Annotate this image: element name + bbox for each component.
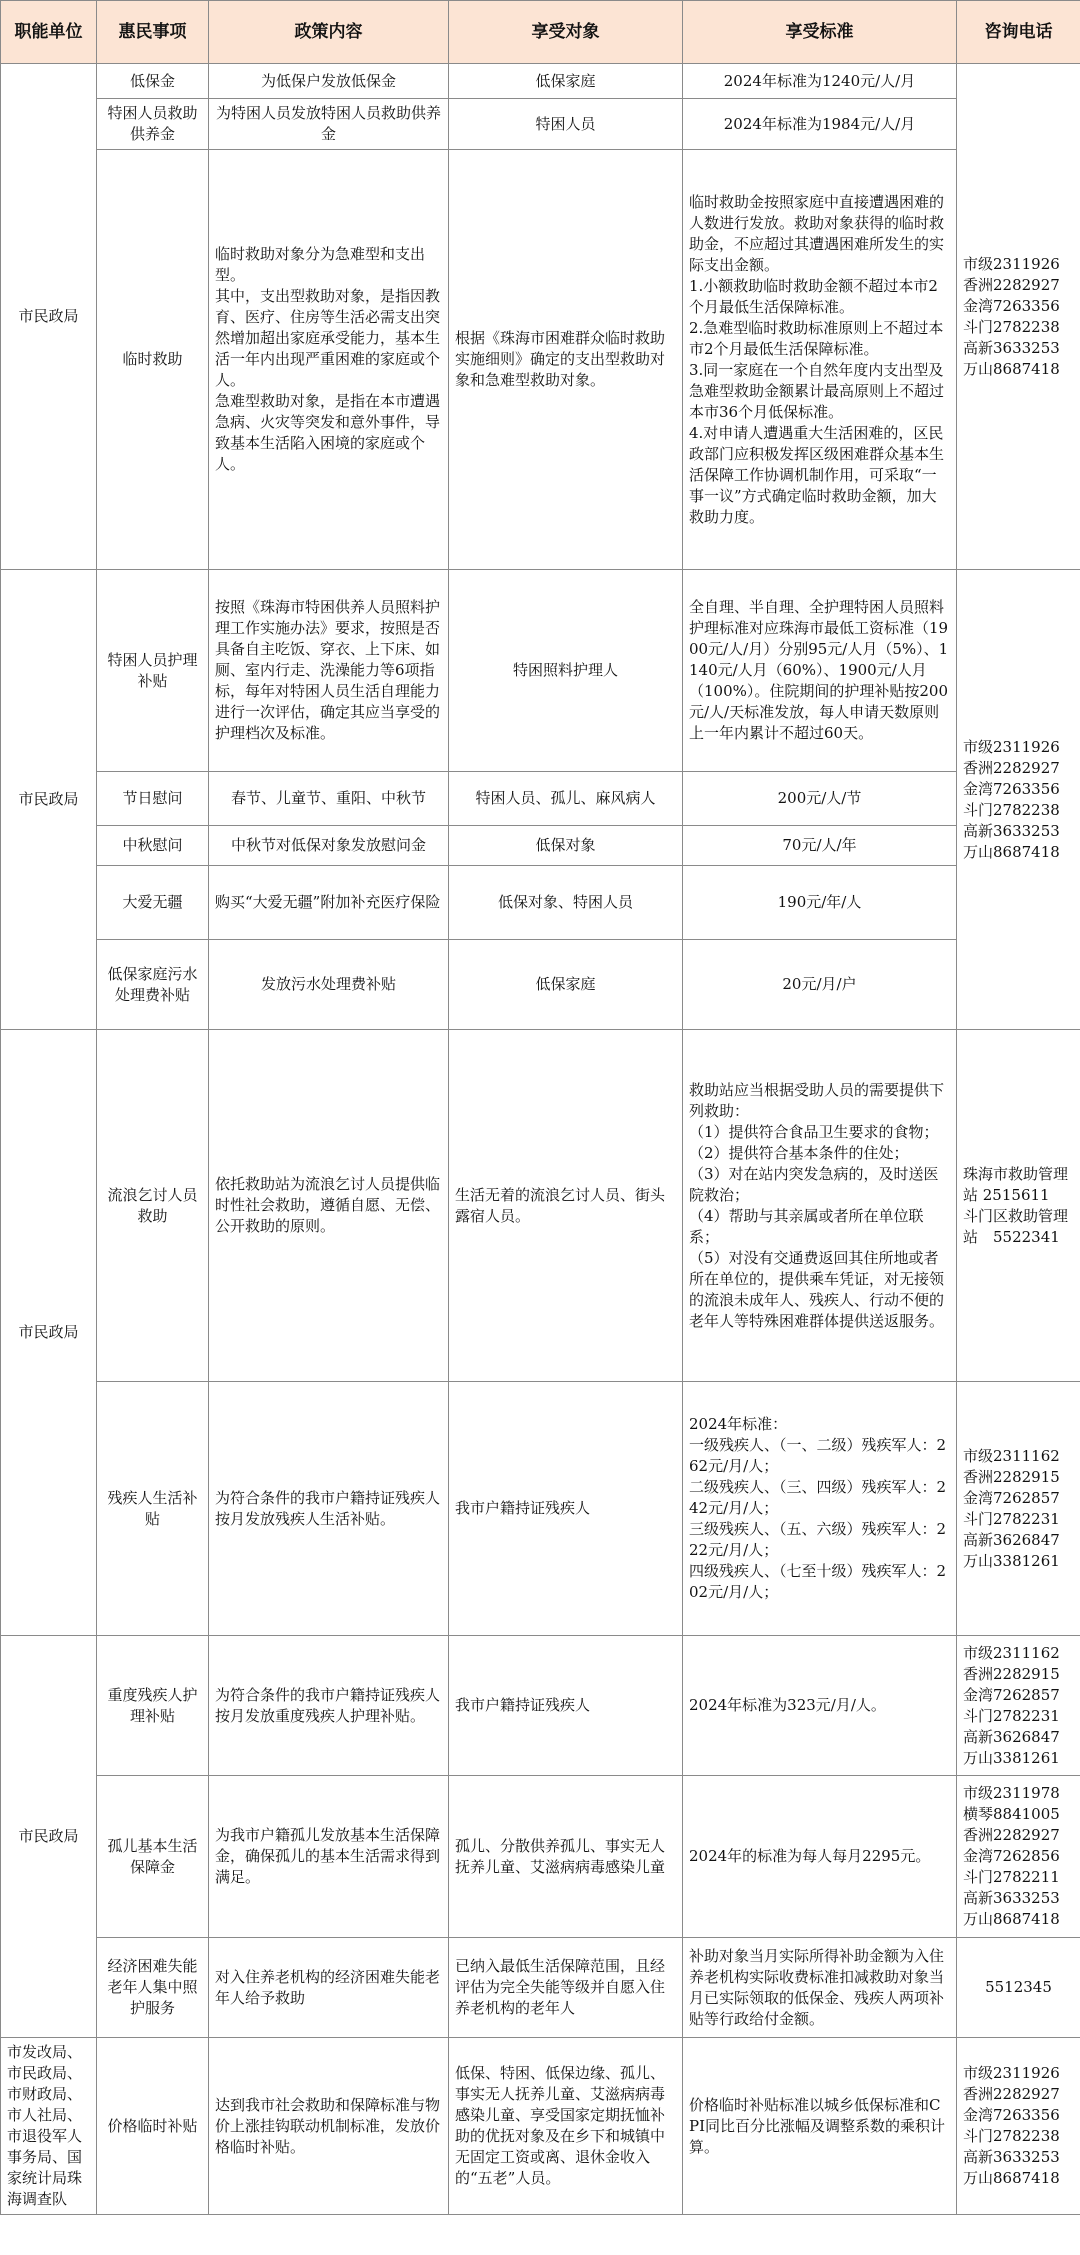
target-cell: 孤儿、分散供养孤儿、事实无人抚养儿童、艾滋病病毒感染儿童: [449, 1776, 683, 1938]
header-item: 惠民事项: [97, 1, 209, 64]
target-cell: 低保对象、特困人员: [449, 866, 683, 940]
header-standard: 享受标准: [683, 1, 957, 64]
target-cell: 特困照料护理人: [449, 570, 683, 772]
target-cell: 我市户籍持证残疾人: [449, 1382, 683, 1636]
header-unit: 职能单位: [1, 1, 97, 64]
item-cell: 低保金: [97, 64, 209, 99]
standard-cell: 200元/人/节: [683, 772, 957, 826]
content-cell: 为特困人员发放特困人员救助供养金: [209, 99, 449, 150]
item-cell: 节日慰问: [97, 772, 209, 826]
table-row: [1, 570, 1080, 772]
unit-cell: 市民政局: [1, 1636, 97, 2038]
target-cell: 已纳入最低生活保障范围，且经评估为完全失能等级并自愿入住养老机构的老年人: [449, 1938, 683, 2038]
target-cell: 我市户籍持证残疾人: [449, 1636, 683, 1776]
phone-cell: 珠海市救助管理站 2515611 斗门区救助管理站 5522341: [957, 1030, 1080, 1382]
content-cell: 为低保户发放低保金: [209, 64, 449, 99]
standard-cell: 救助站应当根据受助人员的需要提供下列救助： （1）提供符合食品卫生要求的食物； （2）提供符合基本条件的住处； （3）对在站内突发急病的，及时送医院救治； （4）帮助与其亲属或者所在单位联系； （5）对没有交通费返回其住所地或者所在单位的，提供乘车凭证，对无接领的流浪未成年人、残疾人、行动不便的老年人等特殊困难群体提供送返服务。: [683, 1030, 957, 1382]
table-row: [1, 866, 1080, 940]
phone-cell: 市级2311978 横琴8841005 香洲2282927 金湾7262856 斗门2782211 高新3633253 万山8687418: [957, 1776, 1080, 1938]
header-phone: 咨询电话: [957, 1, 1080, 64]
header-target: 享受对象: [449, 1, 683, 64]
target-cell: 低保家庭: [449, 940, 683, 1030]
table-row: [1, 150, 1080, 570]
table-row: [1, 1636, 1080, 1776]
target-cell: 生活无着的流浪乞讨人员、街头露宿人员。: [449, 1030, 683, 1382]
table-row: [1, 940, 1080, 1030]
table-row: [1, 99, 1080, 150]
phone-cell: 市级2311926 香洲2282927 金湾7263356 斗门2782238 高新3633253 万山8687418: [957, 570, 1080, 1030]
phone-cell: 市级2311162 香洲2282915 金湾7262857 斗门2782231 高新3626847 万山3381261: [957, 1636, 1080, 1776]
phone-cell: 市级2311162 香洲2282915 金湾7262857 斗门2782231 高新3626847 万山3381261: [957, 1382, 1080, 1636]
item-cell: 低保家庭污水处理费补贴: [97, 940, 209, 1030]
standard-cell: 全自理、半自理、全护理特困人员照料护理标准对应珠海市最低工资标准（1900元/人/月）分别95元/人月（5%）、1140元/人月（60%）、1900元/人月（100%）。住院期间的护理补贴按200元/人/天标准发放，每人申请天数原则上一年内累计不超过60天。: [683, 570, 957, 772]
item-cell: 重度残疾人护理补贴: [97, 1636, 209, 1776]
item-cell: 大爱无疆: [97, 866, 209, 940]
item-cell: 流浪乞讨人员救助: [97, 1030, 209, 1382]
table-row: [1, 772, 1080, 826]
standard-cell: 2024年标准： 一级残疾人、（一、二级）残疾军人：262元/月/人； 二级残疾人、（三、四级）残疾军人：242元/月/人； 三级残疾人、（五、六级）残疾军人：222元/月/人； 四级残疾人、（七至十级）残疾军人：202元/月/人；: [683, 1382, 957, 1636]
item-cell: 孤儿基本生活保障金: [97, 1776, 209, 1938]
target-cell: 特困人员: [449, 99, 683, 150]
unit-cell: 市民政局: [1, 64, 97, 570]
content-cell: 依托救助站为流浪乞讨人员提供临时性社会救助，遵循自愿、无偿、公开救助的原则。: [209, 1030, 449, 1382]
content-cell: 为符合条件的我市户籍持证残疾人按月发放重度残疾人护理补贴。: [209, 1636, 449, 1776]
standard-cell: 2024年标准为1240元/人/月: [683, 64, 957, 99]
standard-cell: 20元/月/户: [683, 940, 957, 1030]
table-row: [1, 1776, 1080, 1938]
content-cell: 发放污水处理费补贴: [209, 940, 449, 1030]
content-cell: 临时救助对象分为急难型和支出型。 其中，支出型救助对象，是指因教育、医疗、住房等生活必需支出突然增加超出家庭承受能力，基本生活一年内出现严重困难的家庭或个人。 急难型救助对象，是指在本市遭遇急病、火灾等突发和意外事件，导致基本生活陷入困境的家庭或个人。: [209, 150, 449, 570]
header-content: 政策内容: [209, 1, 449, 64]
standard-cell: 2024年的标准为每人每月2295元。: [683, 1776, 957, 1938]
item-cell: 特困人员护理补贴: [97, 570, 209, 772]
content-cell: 对入住养老机构的经济困难失能老年人给予救助: [209, 1938, 449, 2038]
target-cell: 低保对象: [449, 826, 683, 866]
standard-cell: 190元/年/人: [683, 866, 957, 940]
content-cell: 按照《珠海市特困供养人员照料护理工作实施办法》要求，按照是否具备自主吃饭、穿衣、上下床、如厕、室内行走、洗澡能力等6项指标，每年对特困人员生活自理能力进行一次评估，确定其应当享受的护理档次及标准。: [209, 570, 449, 772]
standard-cell: 补助对象当月实际所得补助金额为入住养老机构实际收费标准扣减救助对象当月已实际领取的低保金、残疾人两项补贴等行政给付金额。: [683, 1938, 957, 2038]
phone-cell: 市级2311926 香洲2282927 金湾7263356 斗门2782238 高新3633253 万山8687418: [957, 64, 1080, 570]
unit-cell: 市民政局: [1, 570, 97, 1030]
phone-cell: 市级2311926 香洲2282927 金湾7263356 斗门2782238 高新3633253 万山8687418: [957, 2038, 1080, 2215]
item-cell: 临时救助: [97, 150, 209, 570]
content-cell: 购买“大爱无疆”附加补充医疗保险: [209, 866, 449, 940]
target-cell: 低保、特困、低保边缘、孤儿、事实无人抚养儿童、艾滋病病毒感染儿童、享受国家定期抚恤补助的优抚对象及在乡下和城镇中无固定工资或离、退休金收入的“五老”人员。: [449, 2038, 683, 2215]
item-cell: 价格临时补贴: [97, 2038, 209, 2215]
table-row: [1, 1938, 1080, 2038]
table-row: [1, 1030, 1080, 1382]
item-cell: 中秋慰问: [97, 826, 209, 866]
standard-cell: 价格临时补贴标准以城乡低保标准和CPI同比百分比涨幅及调整系数的乘积计算。: [683, 2038, 957, 2215]
item-cell: 经济困难失能老年人集中照护服务: [97, 1938, 209, 2038]
unit-cell: 市发改局、市民政局、市财政局、市人社局、市退役军人事务局、国家统计局珠海调查队: [1, 2038, 97, 2215]
table-row: [1, 826, 1080, 866]
content-cell: 为符合条件的我市户籍持证残疾人按月发放残疾人生活补贴。: [209, 1382, 449, 1636]
header-row: [1, 1, 1080, 64]
item-cell: 特困人员救助供养金: [97, 99, 209, 150]
phone-cell: 5512345: [957, 1938, 1080, 2038]
unit-cell: 市民政局: [1, 1030, 97, 1636]
table-row: [1, 1382, 1080, 1636]
content-cell: 中秋节对低保对象发放慰问金: [209, 826, 449, 866]
target-cell: 特困人员、孤儿、麻风病人: [449, 772, 683, 826]
content-cell: 为我市户籍孤儿发放基本生活保障金，确保孤儿的基本生活需求得到满足。: [209, 1776, 449, 1938]
standard-cell: 临时救助金按照家庭中直接遭遇困难的人数进行发放。救助对象获得的临时救助金，不应超过其遭遇困难所发生的实际支出金额。 1.小额救助临时救助金额不超过本市2个月最低生活保障标准。 2.急难型临时救助标准原则上不超过本市2个月最低生活保障标准。 3.同一家庭在一个自然年度内支出型及急难型救助金额累计最高原则上不超过本市36个月低保标准。 4.对申请人遭遇重大生活困难的，区民政部门应积极发挥区级困难群众基本生活保障工作协调机制作用，可采取“一事一议”方式确定临时救助金额，加大救助力度。: [683, 150, 957, 570]
target-cell: 低保家庭: [449, 64, 683, 99]
standard-cell: 70元/人/年: [683, 826, 957, 866]
content-cell: 春节、儿童节、重阳、中秋节: [209, 772, 449, 826]
standard-cell: 2024年标准为1984元/人/月: [683, 99, 957, 150]
table-row: [1, 64, 1080, 99]
standard-cell: 2024年标准为323元/月/人。: [683, 1636, 957, 1776]
table-row: [1, 2038, 1080, 2215]
target-cell: 根据《珠海市困难群众临时救助实施细则》确定的支出型救助对象和急难型救助对象。: [449, 150, 683, 570]
content-cell: 达到我市社会救助和保障标准与物价上涨挂钩联动机制标准，发放价格临时补贴。: [209, 2038, 449, 2215]
item-cell: 残疾人生活补贴: [97, 1382, 209, 1636]
